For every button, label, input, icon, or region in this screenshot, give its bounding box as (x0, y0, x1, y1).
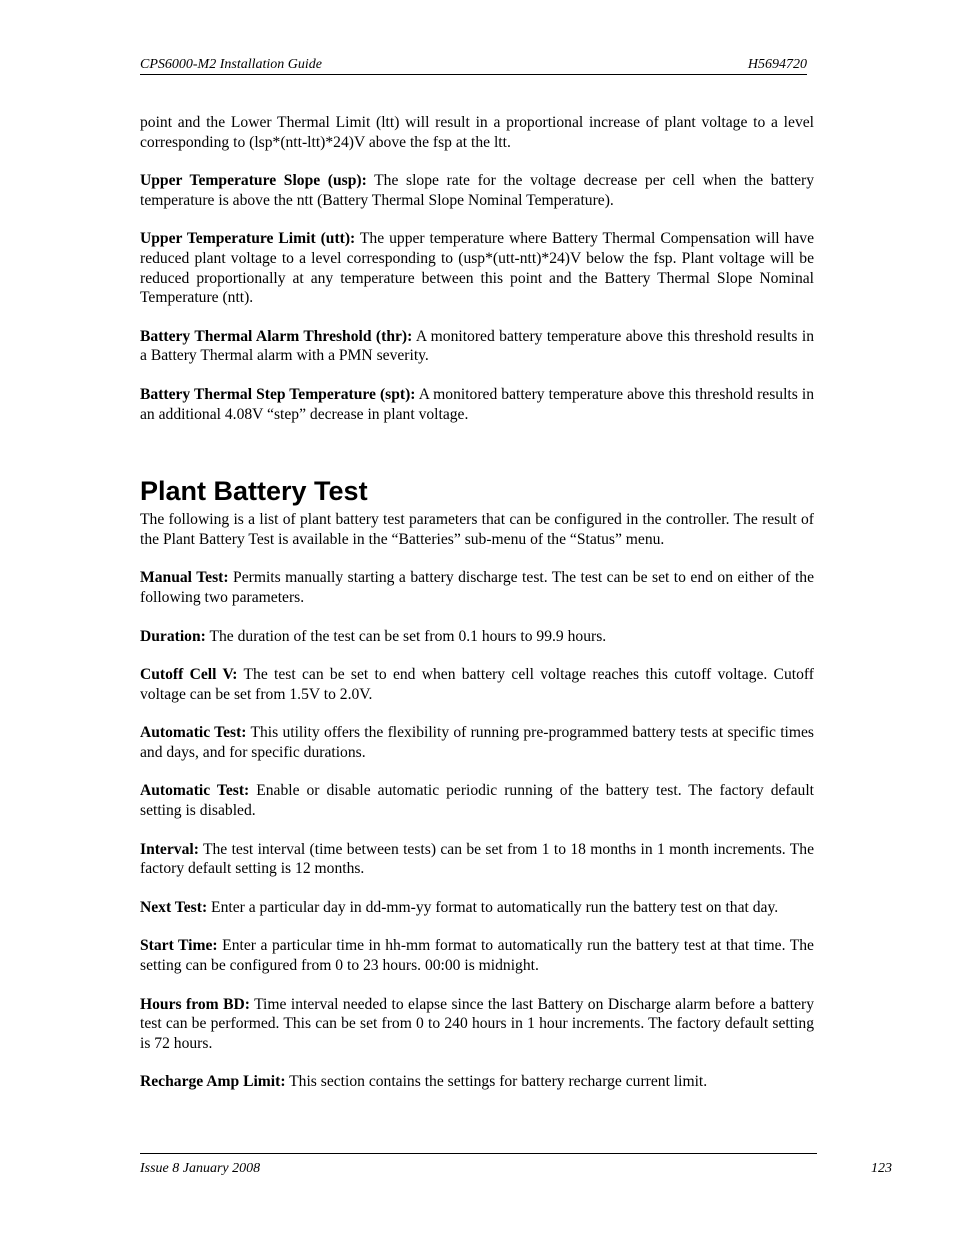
definition-paragraph (140, 723, 814, 762)
page-number: 123 (871, 1161, 892, 1176)
definition-term: Automatic Test: (140, 724, 247, 742)
definition-term: Manual Test: (140, 569, 229, 587)
definition-paragraph (140, 327, 814, 366)
definition-paragraph (140, 995, 814, 1054)
definition-term: Duration: (140, 627, 206, 645)
issue-date: Issue 8 January 2008 (140, 1161, 261, 1176)
footer-divider (140, 1153, 817, 1154)
definition-text: Enter a particular time in hh-mm format to automatically run the battery test at that time. The setting can be configured from 0 to 23 hours. 00:00 is midnight. (140, 937, 814, 975)
definition-term: Recharge Amp Limit: (140, 1073, 286, 1091)
definition-term: Next Test: (140, 898, 208, 916)
definition-text: The test interval (time between tests) can be set from 1 to 18 months in 1 month increments. The factory default setting is 12 months. (140, 840, 814, 878)
definition-term: Battery Thermal Alarm Threshold (thr): (140, 327, 413, 345)
definition-text: Time interval needed to elapse since the last Battery on Discharge alarm before a battery test can be performed. This can be set from 0 to 240 hours in 1 hour increments. The factory default setting is 72 hours. (140, 995, 815, 1052)
definition-term: Automatic Test: (140, 782, 250, 800)
page-header (140, 56, 807, 75)
definition-paragraph (140, 1072, 814, 1092)
definition-text: The upper temperature where Battery Thermal Compensation will have reduced plant voltage to a level corresponding to (usp*(utt-ntt)*24)V below the fsp. Plant voltage will be reduced proportionally at any temperature between this point and the Battery Thermal Slope Nominal Temperature (ntt). (140, 230, 814, 307)
definition-text: Enable or disable automatic periodic running of the battery test. The factory default setting is disabled. (140, 782, 814, 820)
definition-term: Start Time: (140, 937, 218, 955)
definition-paragraph (140, 936, 814, 975)
definition-paragraph (140, 171, 814, 210)
definition-paragraph (140, 898, 814, 918)
definition-text: The test can be set to end when battery cell voltage reaches this cutoff voltage. Cutoff voltage can be set from 1.5V to 2.0V. (140, 666, 814, 703)
definition-text: Enter a particular day in dd-mm-yy format to automatically run the battery test on that day. (211, 898, 779, 916)
definition-paragraph (140, 568, 814, 607)
section-heading: Plant Battery Test (140, 476, 368, 507)
definition-text: A monitored battery temperature above this threshold results in an additional 4.08V “step” decrease in plant voltage. (140, 385, 815, 423)
definition-paragraph (140, 840, 814, 879)
definition-text: A monitored battery temperature above this threshold results in a Battery Thermal alarm with a PMN severity. (140, 327, 814, 365)
definition-term: Interval: (140, 840, 199, 858)
definition-paragraph (140, 385, 814, 424)
definition-term: Upper Temperature Slope (usp): (140, 172, 367, 190)
document-title: CPS6000-M2 Installation Guide (140, 57, 322, 72)
document-number: H5694720 (747, 57, 807, 72)
definition-term: Upper Temperature Limit (utt): (140, 230, 356, 248)
definition-term: Hours from BD: (140, 995, 250, 1013)
definition-paragraph (140, 229, 814, 307)
definition-text: The duration of the test can be set from 0.1 hours to 99.9 hours. (209, 627, 607, 645)
definition-text: The slope rate for the voltage decrease per cell when the battery temperature is above the ntt (Battery Thermal Slope Nominal Temperature). (140, 172, 814, 209)
section-intro: The following is a list of plant battery test parameters that can be configured in the controller. The result of the Plant Battery Test is available in the “Batteries” sub-menu of the “Status” menu. (140, 511, 814, 548)
definition-text: This section contains the settings for battery recharge current limit. (289, 1073, 708, 1091)
definition-paragraph (140, 665, 814, 704)
definition-paragraph (140, 627, 814, 647)
definition-text: This utility offers the flexibility of running pre-programmed battery tests at specific times and days, and for specific durations. (140, 724, 814, 761)
definition-paragraph (140, 781, 814, 820)
definition-text: Permits manually starting a battery discharge test. The test can be set to end on either of the following two parameters. (140, 569, 815, 606)
definition-term: Cutoff Cell V: (140, 666, 238, 684)
continuation-paragraph: point and the Lower Thermal Limit (ltt) will result in a proportional increase of plant voltage to a level corresponding to (lsp*(ntt-ltt)*24)V above the fsp at the ltt. (140, 114, 814, 151)
definition-term: Battery Thermal Step Temperature (spt): (140, 385, 416, 403)
page-body (140, 113, 814, 1111)
